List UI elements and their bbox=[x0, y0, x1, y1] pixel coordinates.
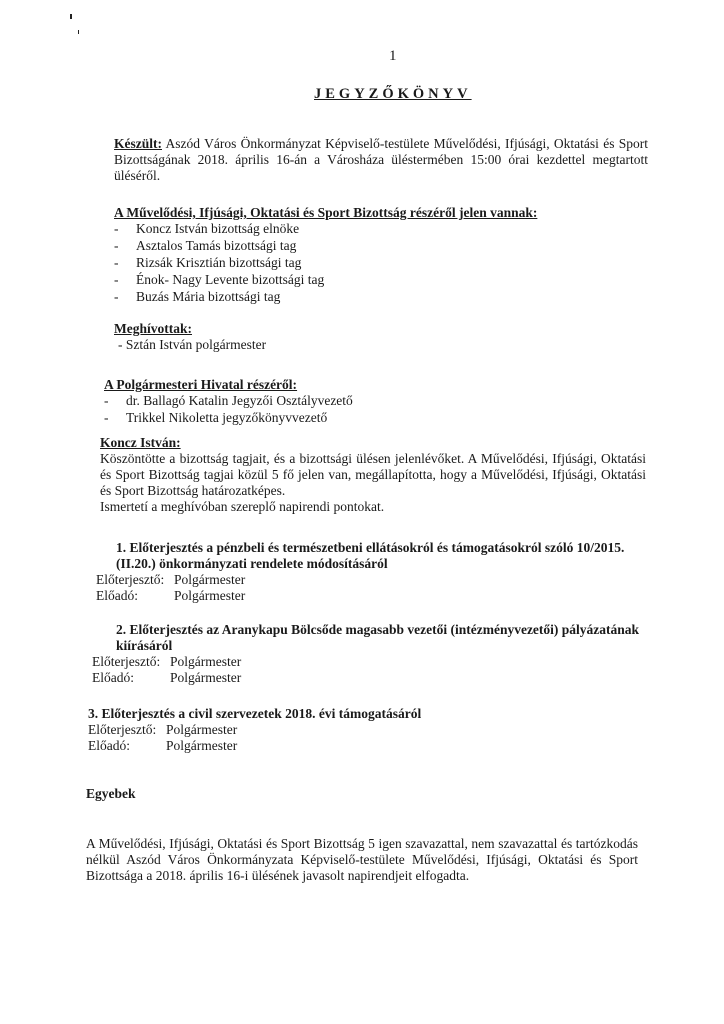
speaker-label: Előadó: bbox=[96, 588, 138, 603]
agenda-number: 1. bbox=[116, 540, 127, 555]
agenda-title: Előterjesztés az Aranykapu Bölcsőde magasabb vezetői (intézményvezetői) pályázatának kiírásáról bbox=[116, 622, 640, 653]
committee-member-list bbox=[114, 221, 654, 306]
list-item: - Trikkel Nikoletta jegyzőkönyvvezető bbox=[104, 410, 524, 427]
speaker-text: Köszöntötte a bizottság tagjait, és a bizottsági ülésen jelenlévőket. A Művelődési, Ifjúsági, Oktatási és Sport Bizottság tagjai közül 5 fő jelen van, megállapította, hogy a Művelődési, Ifjúsági, Oktatási és Sport Bizottság határozatképes. bbox=[100, 451, 646, 498]
presenter-value: Polgármester bbox=[170, 654, 242, 669]
presenter-label: Előterjesztő: bbox=[88, 722, 157, 737]
speaker-value: Polgármester bbox=[170, 670, 242, 685]
committee-heading: A Művelődési, Ifjúsági, Oktatási és Sport Bizottság részéről jelen vannak: bbox=[114, 205, 538, 220]
list-item: - Koncz István bizottság elnöke bbox=[114, 221, 654, 238]
list-item: - Asztalos Tamás bizottsági tag bbox=[114, 238, 654, 255]
speaker-heading: Koncz István: bbox=[100, 435, 181, 450]
agenda-title: Előterjesztés a civil szervezetek 2018. évi támogatásáról bbox=[101, 706, 422, 721]
intro-paragraph bbox=[114, 136, 648, 184]
closing-paragraph: A Művelődési, Ifjúsági, Oktatási és Sport Bizottság 5 igen szavazattal, nem szavazattal és tartózkodás nélkül Aszód Város Önkormányzata Képviselő-testülete Művelődési, Ifjúsági, Oktatási és Sport Bizottsága a 2018. április 16-i ülésének javasolt napirendjeit elfogadta. bbox=[86, 836, 638, 883]
list-item: - Rizsák Krisztián bizottsági tag bbox=[114, 255, 654, 272]
scan-mark bbox=[70, 14, 72, 19]
speaker-label: Előadó: bbox=[92, 670, 134, 685]
speaker-text-2: Ismertetí a meghívóban szereplő napirendi pontokat. bbox=[100, 499, 385, 514]
speaker-value: Polgármester bbox=[174, 588, 246, 603]
page-number: 1 bbox=[389, 48, 397, 64]
presenter-label: Előterjesztő: bbox=[96, 572, 165, 587]
presenter-value: Polgármester bbox=[174, 572, 246, 587]
agenda-item bbox=[92, 622, 662, 686]
list-item: - dr. Ballagó Katalin Jegyzői Osztályvezető bbox=[104, 393, 524, 410]
other-heading: Egyebek bbox=[86, 786, 136, 801]
speaker-label: Előadó: bbox=[88, 738, 130, 753]
intro-label: Készült: bbox=[114, 136, 162, 151]
office-section bbox=[104, 377, 524, 427]
office-list bbox=[104, 393, 524, 427]
list-item: - Buzás Mária bizottsági tag bbox=[114, 289, 654, 306]
agenda-number: 2. bbox=[116, 622, 127, 637]
office-heading: A Polgármesteri Hivatal részéről: bbox=[104, 377, 298, 392]
scan-mark bbox=[78, 30, 79, 34]
agenda-item bbox=[88, 706, 608, 754]
agenda-number: 3. bbox=[88, 706, 99, 721]
invited-heading: Meghívottak: bbox=[114, 321, 192, 336]
speaker-value: Polgármester bbox=[166, 738, 238, 753]
intro-text: Aszód Város Önkormányzat Képviselő-testülete Művelődési, Ifjúsági, Oktatási és Sport Bizottságának 2018. április 16-án a Városháza üléstermében 15:00 órai kezdettel megtartott üléséről. bbox=[114, 136, 648, 183]
committee-section bbox=[114, 205, 654, 306]
page-title: JEGYZŐKÖNYV bbox=[314, 86, 472, 102]
agenda-item bbox=[96, 540, 656, 604]
invited-section bbox=[114, 321, 514, 353]
presenter-value: Polgármester bbox=[166, 722, 238, 737]
presenter-label: Előterjesztő: bbox=[92, 654, 161, 669]
invited-item: - Sztán István polgármester bbox=[118, 337, 267, 352]
list-item: - Énok- Nagy Levente bizottsági tag bbox=[114, 272, 654, 289]
speaker-section bbox=[100, 435, 646, 515]
agenda-title: Előterjesztés a pénzbeli és természetbeni ellátásokról és támogatásokról szóló 10/2015.(II.20.) önkormányzati rendelete módosításáról bbox=[116, 540, 625, 571]
